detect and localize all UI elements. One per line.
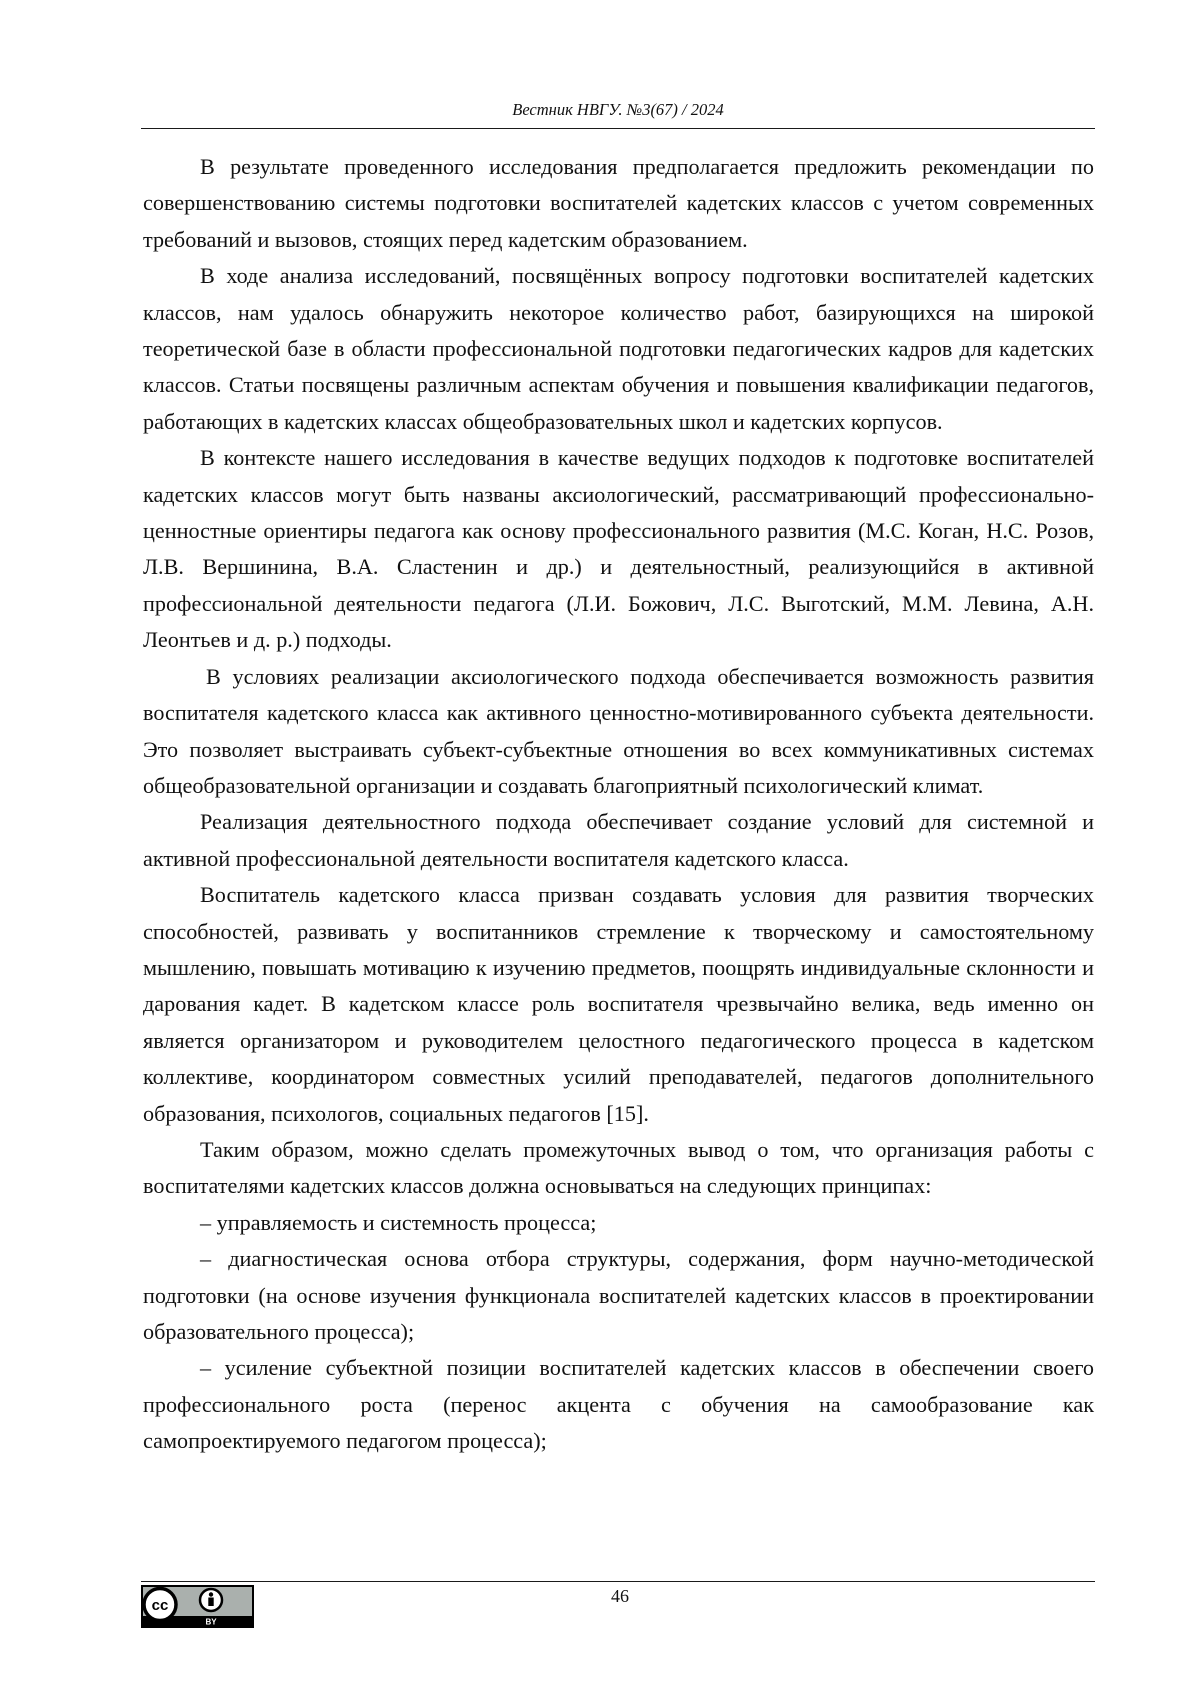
journal-header: Вестник НВГУ. №3(67) / 2024: [141, 100, 1095, 120]
list-item: – усиление субъектной позиции воспитателей кадетских классов в обеспечении своего профессионального роста (перенос акцента с обучения на самообразование как самопроектируемого педагогом процесса);: [143, 1350, 1094, 1459]
cc-by-license-icon: [141, 1585, 254, 1628]
list-item: – управляемость и системность процесса;: [143, 1205, 1094, 1241]
footer-divider: [141, 1581, 1095, 1582]
paragraph: Реализация деятельностного подхода обеспечивает создание условий для системной и активной профессиональной деятельности воспитателя кадетского класса.: [143, 804, 1094, 877]
header-divider: [141, 128, 1095, 129]
paragraph: В условиях реализации аксиологического подхода обеспечивается возможность развития воспитателя кадетского класса как активного ценностно-мотивированного субъекта деятельности. Это позволяет выстраивать субъект-субъектные отношения во всех коммуникативных системах общеобразовательной организации и создавать благоприятный психологический климат.: [143, 659, 1094, 805]
license-by-label: BY: [205, 1618, 217, 1627]
cc-by-license-graphic: [143, 1587, 252, 1626]
paragraph: В ходе анализа исследований, посвящённых вопросу подготовки воспитателей кадетских классов, нам удалось обнаружить некоторое количество работ, базирующихся на широкой теоретической базе в области профессиональной подготовки педагогических кадров для кадетских классов. Статьи посвящены различным аспектам обучения и повышения квалификации педагогов, работающих в кадетских классах общеобразовательных школ и кадетских корпусов.: [143, 258, 1094, 440]
paragraph: В результате проведенного исследования предполагается предложить рекомендации по совершенствованию системы подготовки воспитателей кадетских классов с учетом современных требований и вызовов, стоящих перед кадетским образованием.: [143, 149, 1094, 258]
article-body: [143, 149, 1094, 1460]
svg-text:cc: cc: [152, 1597, 169, 1614]
paragraph: Таким образом, можно сделать промежуточных вывод о том, что организация работы с воспитателями кадетских классов должна основываться на следующих принципах:: [143, 1132, 1094, 1205]
paragraph: В контексте нашего исследования в качестве ведущих подходов к подготовке воспитателей кадетских классов могут быть названы аксиологический, рассматривающий профессионально-ценностные ориентиры педагога как основу профессионального развития (М.С. Коган, Н.С. Розов, Л.В. Вершинина, В.А. Сластенин и др.) и деятельностный, реализующийся в активной профессиональной деятельности педагога (Л.И. Божович, Л.С. Выготский, М.М. Левина, А.Н. Леонтьев и д. р.) подходы.: [143, 440, 1094, 658]
page-number: 46: [560, 1585, 680, 1607]
list-item: – диагностическая основа отбора структуры, содержания, форм научно-методической подготовки (на основе изучения функционала воспитателей кадетских классов в проектировании образовательного процесса);: [143, 1241, 1094, 1350]
paragraph: Воспитатель кадетского класса призван создавать условия для развития творческих способностей, развивать у воспитанников стремление к творческому и самостоятельному мышлению, повышать мотивацию к изучению предметов, поощрять индивидуальные склонности и дарования кадет. В кадетском классе роль воспитателя чрезвычайно велика, ведь именно он является организатором и руководителем целостного педагогического процесса в кадетском коллективе, координатором совместных усилий преподавателей, педагогов дополнительного образования, психологов, социальных педагогов [15].: [143, 877, 1094, 1132]
